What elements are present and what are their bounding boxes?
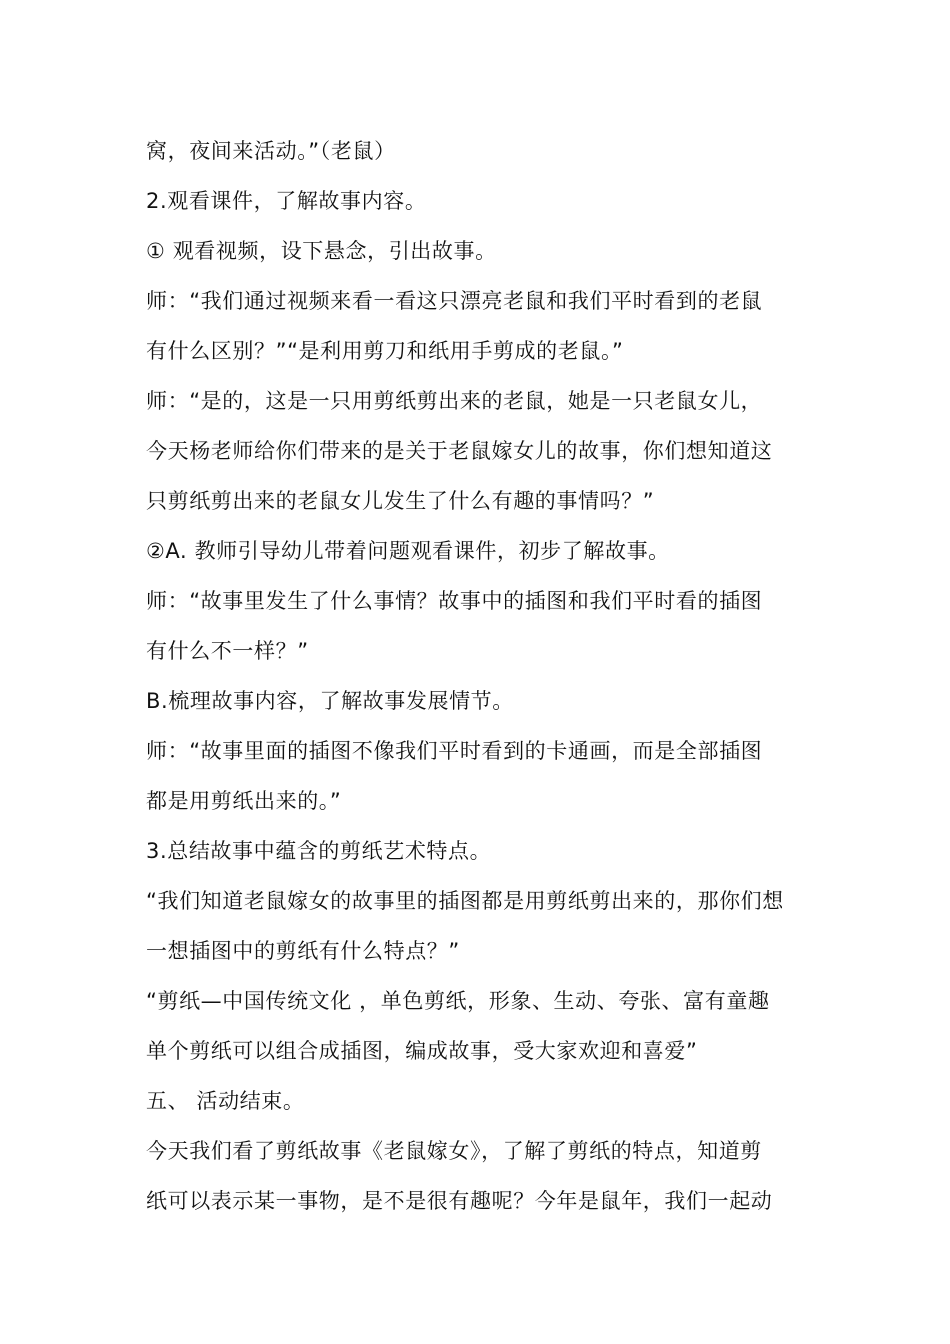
text-line: “剪纸—中国传统文化 ，单色剪纸，形象、生动、夸张、富有童趣 xyxy=(146,989,770,1013)
text-line: ① 观看视频，设下悬念，引出故事。 xyxy=(146,239,497,263)
text-line: 有什么不一样？” xyxy=(146,639,309,663)
text-line: “我们知道老鼠嫁女的故事里的插图都是用剪纸剪出来的，那你们想 xyxy=(146,889,784,913)
text-line: 师：“我们通过视频来看一看这只漂亮老鼠和我们平时看到的老鼠 xyxy=(146,289,763,313)
text-line: B.梳理故事内容，了解故事发展情节。 xyxy=(146,689,514,713)
text-line: 纸可以表示某一事物，是不是很有趣呢？今年是鼠年，我们一起动 xyxy=(146,1189,773,1213)
text-line: 师：“故事里发生了什么事情？故事中的插图和我们平时看的插图 xyxy=(146,589,763,613)
text-line: 窝，夜间来活动。”（老鼠） xyxy=(146,139,396,163)
text-line: 单个剪纸可以组合成插图，编成故事，受大家欢迎和喜爱” xyxy=(146,1039,698,1063)
text-line: 一想插图中的剪纸有什么特点？” xyxy=(146,939,460,963)
section-heading: 3.总结故事中蕴含的剪纸艺术特点。 xyxy=(146,839,492,863)
text-line: 都是用剪纸出来的。” xyxy=(146,789,342,813)
text-line: 师：“是的，这是一只用剪纸剪出来的老鼠，她是一只老鼠女儿， xyxy=(146,389,763,413)
text-line: 有什么区别？”“是利用剪刀和纸用手剪成的老鼠。” xyxy=(146,339,624,363)
section-heading: 2.观看课件，了解故事内容。 xyxy=(146,189,427,213)
text-line: 只剪纸剪出来的老鼠女儿发生了什么有趣的事情吗？” xyxy=(146,489,655,513)
text-line: 今天我们看了剪纸故事《老鼠嫁女》，了解了剪纸的特点，知道剪 xyxy=(146,1139,762,1163)
text-line: 今天杨老师给你们带来的是关于老鼠嫁女儿的故事，你们想知道这 xyxy=(146,439,773,463)
section-heading: 五、 活动结束。 xyxy=(146,1089,305,1113)
text-line: ②A. 教师引导幼儿带着问题观看课件，初步了解故事。 xyxy=(146,539,670,563)
text-line: 师：“故事里面的插图不像我们平时看到的卡通画，而是全部插图 xyxy=(146,739,763,763)
